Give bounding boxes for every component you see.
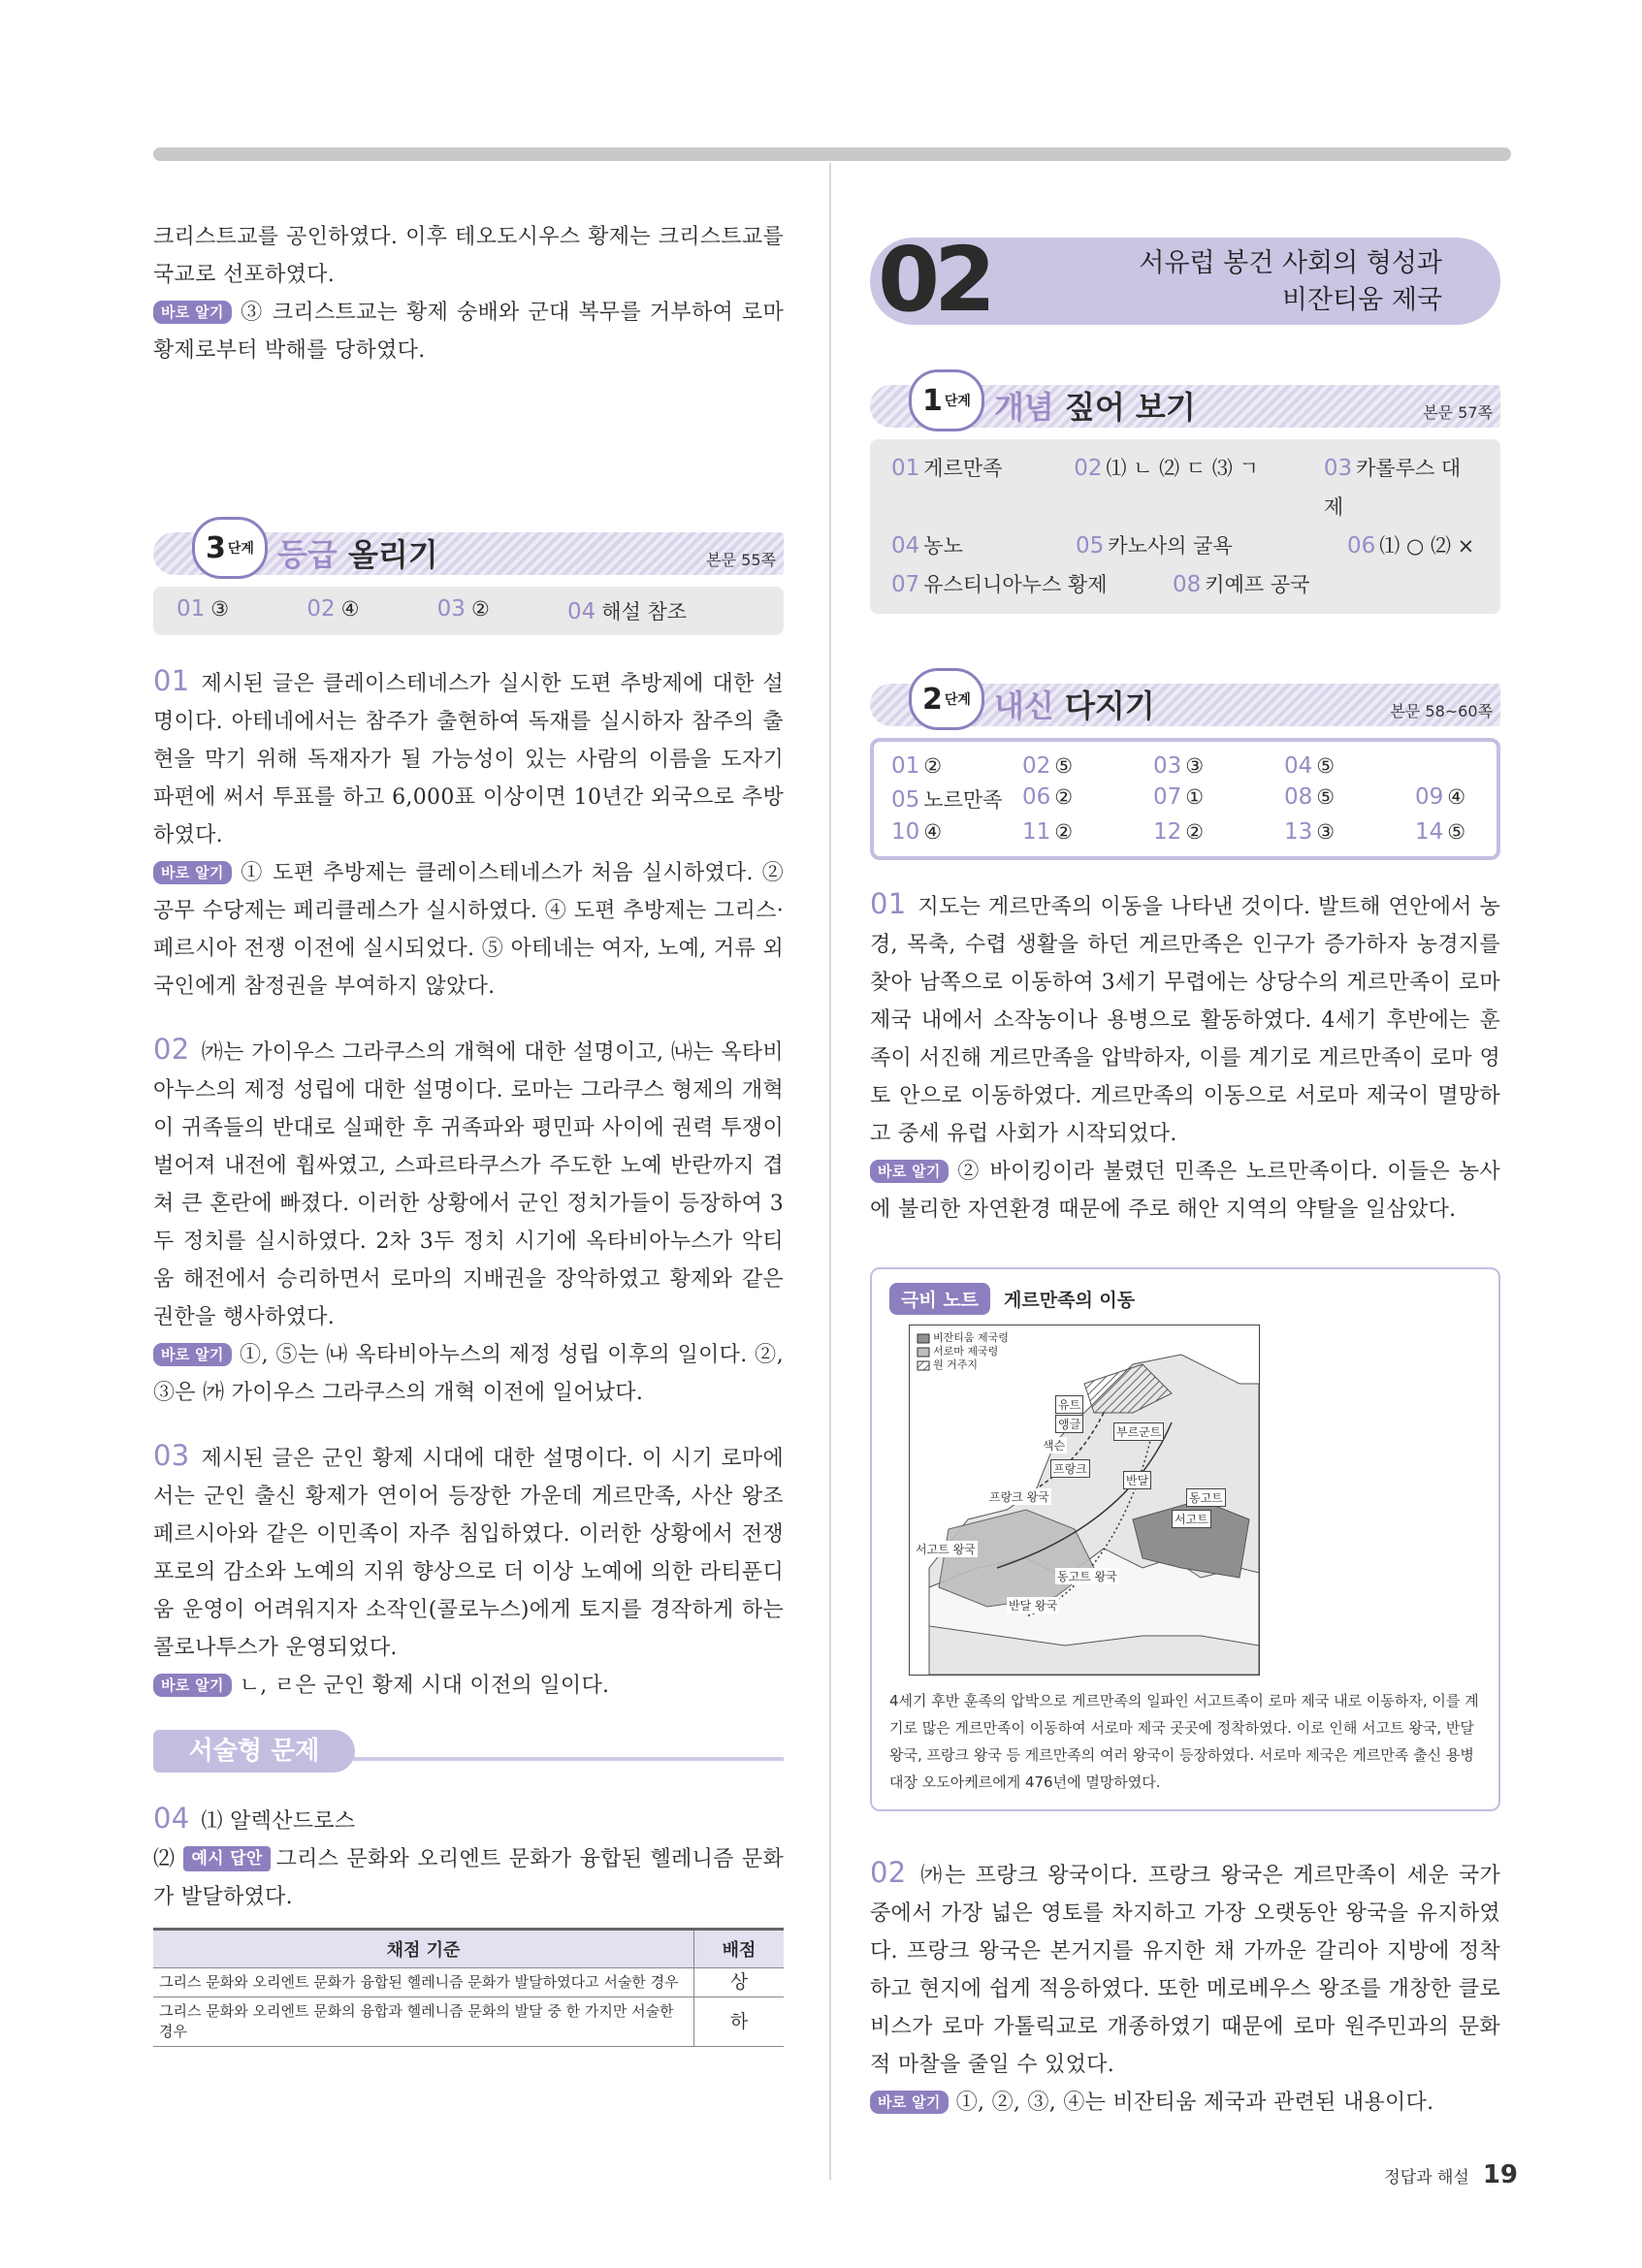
answer-item: 01 ② bbox=[891, 753, 943, 779]
legend-item: 원 거주지 bbox=[933, 1358, 979, 1371]
right-column bbox=[870, 228, 1500, 2122]
germanic-migration-map bbox=[909, 1325, 1260, 1676]
step3-header bbox=[153, 511, 784, 581]
table-row: 그리스 문화와 오리엔트 문화의 융합과 헬레니즘 문화의 발달 중 한 가지만 서술한 경우 하 bbox=[153, 1997, 784, 2047]
answer-item: 13 ③ bbox=[1284, 819, 1336, 845]
step2-answers bbox=[870, 738, 1500, 860]
top-divider-bar bbox=[153, 147, 1511, 161]
r-explanation-01: 01 지도는 게르만족의 이동을 나타낸 것이다. 발트해 연안에서 농경, 목축, 수렵 생활을 하던 게르만족은 인구가 증가하자 농경지를 찾아 남쪽으로 이동하여 3세기 무렵에는 상당수의 게르만족이 로마 제국 내에서 소작농이나 용병으로 활동하였다. 4세기 후반에는 훈족이 서진해 게르만족을 압박하자, 이를 계기로 게르만족이 로마 영토 안으로 이동하였다. 게르만족의 이동으로 서로마 제국이 멸망하고 중세 유럽 사회가 시작되었다. 바로 알기 ② 바이킹이라 불렸던 민족은 노르만족이다. 이들은 농사에 불리한 자연환경 때문에 주로 해안 지역의 약탈을 일삼았다. bbox=[870, 887, 1500, 1222]
map-label: 반달 왕국 bbox=[1009, 1599, 1058, 1613]
answer-item: 04 해설 참조 bbox=[566, 599, 688, 624]
step2-header: 2 단계 내신 다지기 본문 58~60쪽 bbox=[870, 662, 1500, 732]
explanation-04: 04 ⑴ 알렉산드로스 ⑵ 예시 답안 그리스 문화와 오리엔트 문화가 융합된 헬레니즘 문화가 발달하였다. 채점 기준 배점 그리스 문화와 오리엔트 문화가 융합된 헬레니즘 문화가 발달하였다고 서술한 경우 상 그리스 문화와 오리엔트 문화의 융합과 헬레니즘 문화의 발달 중 한 가지만 서술한 경우 하 bbox=[153, 1800, 784, 2047]
explanation-01: 01 제시된 글은 클레이스테네스가 실시한 도편 추방제에 대한 설명이다. 아테네에서는 참주가 출현하여 독재를 실시하자 참주의 출현을 막기 위해 독재자가 될 가능성이 있는 사람의 이름을 도자기 파편에 써서 투표를 하고 6,000표 이상이면 10년간 외국으로 추방하였다. 바로 알기 ① 도편 추방제는 클레이스테네스가 처음 실시하였다. ② 공무 수당제는 페리클레스가 실시하였다. ④ 도편 추방제는 그리스·페르시아 전쟁 이전에 실시되었다. ⑤ 아테네는 여자, 노예, 거류 외국인에게 참정권을 부여하지 않았다. bbox=[153, 664, 784, 999]
unit-header bbox=[870, 228, 1500, 332]
page-number: 19 bbox=[1482, 2160, 1518, 2189]
baro-tag: 바로 알기 bbox=[153, 301, 232, 324]
concept-answers: 01 게르만족 02 ⑴ ㄴ ⑵ ㄷ ⑶ ㄱ 03 카롤루스 대제 04 농노 05 카노사의 굴욕 06 ⑴ ○ ⑵ × 07 유스티니아누스 황제 08 키예프 공국 bbox=[870, 439, 1500, 614]
map-label: 서고트 bbox=[1172, 1510, 1211, 1528]
answer-item: 10 ④ bbox=[891, 819, 943, 845]
explanation-02: 02 ㈎는 가이우스 그라쿠스의 개혁에 대한 설명이고, ㈏는 옥타비아누스의 제정 성립에 대한 설명이다. 로마는 그라쿠스 형제의 개혁이 귀족들의 반대로 실패한 후 귀족파와 평민파 사이에 권력 투쟁이 벌어져 내전에 휩싸였고, 스파르타쿠스가 주도한 노예 반란까지 겹쳐 큰 혼란에 빠졌다. 이러한 상황에서 군인 정치가들이 등장하여 3두 정치를 실시하였다. 2차 3두 정치 시기에 옥타비아누스가 악티움 해전에서 승리하면서 로마의 지배권을 장악하였고 황제와 같은 권한을 행사하였다. 바로 알기 ①, ⑤는 ㈏ 옥타비아누스의 제정 성립 이후의 일이다. ②, ③은 ㈎ 가이우스 그라쿠스의 개혁 이전에 일어났다. bbox=[153, 1033, 784, 1405]
answer-item: 02 ④ bbox=[306, 596, 360, 622]
answer-item: 12 ② bbox=[1153, 819, 1205, 845]
column-divider bbox=[829, 163, 831, 2180]
intro-text: 크리스트교를 공인하였다. 이후 테오도시우스 황제는 크리스트교를 국교로 선포하였다. bbox=[153, 225, 784, 287]
map-label: 색슨 bbox=[1043, 1439, 1066, 1453]
answer-item: 04 ⑤ bbox=[1284, 753, 1336, 779]
unit-number: 02 bbox=[878, 228, 991, 332]
step3-page-ref: 본문 55쪽 bbox=[706, 551, 776, 569]
note-title: 게르만족의 이동 bbox=[1004, 1290, 1136, 1311]
map-label: 프랑크 bbox=[1050, 1459, 1090, 1478]
scoring-table: 채점 기준 배점 그리스 문화와 오리엔트 문화가 융합된 헬레니즘 문화가 발달하였다고 서술한 경우 상 그리스 문화와 오리엔트 문화의 융합과 헬레니즘 문화의 발달 중 한 가지만 서술한 경우 하 bbox=[153, 1928, 784, 2047]
answer-item: 07 ① bbox=[1153, 784, 1205, 810]
step3-badge: 3 단계 bbox=[192, 517, 268, 579]
intro-baro-text: ③ 크리스트교는 황제 숭배와 군대 복무를 거부하여 로마 황제로부터 박해를 당하였다. bbox=[153, 301, 784, 363]
answer-item: 06 ② bbox=[1022, 784, 1074, 810]
map-label: 동고트 bbox=[1186, 1488, 1226, 1507]
answer-item: 01 ③ bbox=[177, 596, 230, 622]
legend-item: 비잔티움 제국령 bbox=[933, 1331, 1009, 1344]
step1-header: 1 단계 개념 짚어 보기 본문 57쪽 bbox=[870, 364, 1500, 433]
r-explanation-02: 02 ㈎는 프랑크 왕국이다. 프랑크 왕국은 게르만족이 세운 국가 중에서 가장 넓은 영토를 차지하고 가장 오랫동안 왕국을 유지하였다. 프랑크 왕국은 본거지를 유지한 채 가까운 갈리아 지방에 정착하고 현지에 쉽게 적응하였다. 또한 메로베우스 왕조를 개창한 클로비스가 로마 가톨릭교로 개종하였기 때문에 로마 원주민과의 문화적 마찰을 줄일 수 있었다. 바로 알기 ①, ②, ③, ④는 비잔티움 제국과 관련된 내용이다. bbox=[870, 1856, 1500, 2115]
map-label: 앵글 bbox=[1055, 1415, 1083, 1433]
map-label: 서고트 왕국 bbox=[916, 1543, 976, 1556]
answer-item bbox=[1415, 753, 1546, 779]
answer-item: 14 ⑤ bbox=[1415, 819, 1466, 845]
map-note bbox=[870, 1267, 1500, 1811]
map-label: 프랑크 왕국 bbox=[989, 1490, 1049, 1504]
explanation-03: 03 제시된 글은 군인 황제 시대에 대한 설명이다. 이 시기 로마에서는 군인 출신 황제가 연이어 등장한 가운데 게르만족, 사산 왕조 페르시아와 같은 이민족이 자주 침입하였다. 이러한 상황에서 전쟁 포로의 감소와 노예의 지위 향상으로 더 이상 노예에 의한 라티푼디움 운영이 어려워지자 소작인(콜로누스)에게 토지를 경작하게 하는 콜로나투스가 운영되었다. 바로 알기 ㄴ, ㄹ은 군인 황제 시대 이전의 일이다. bbox=[153, 1439, 784, 1698]
answer-item: 05 노르만족 bbox=[891, 787, 1003, 813]
map-caption: 4세기 후반 훈족의 압박으로 게르만족의 일파인 서고트족이 로마 제국 내로 이동하자, 이를 계기로 많은 게르만족이 이동하여 서로마 제국 곳곳에 정착하였다. 이로 인해 서고트 왕국, 반달 왕국, 프랑크 왕국 등 게르만족의 여러 왕국이 등장하였다. 서로마 제국은 게르만족 출신 용병 대장 오도아케르에게 476년에 멸망하였다. bbox=[889, 1692, 1479, 1791]
step3-answers bbox=[153, 587, 784, 635]
note-tag: 극비 노트 bbox=[889, 1283, 990, 1315]
answer-item: 02 ⑤ bbox=[1022, 753, 1074, 779]
page-footer: 정답과 해설 19 bbox=[1384, 2160, 1518, 2189]
table-row: 그리스 문화와 오리엔트 문화가 융합된 헬레니즘 문화가 발달하였다고 서술한 경우 상 bbox=[153, 1968, 784, 1997]
step3-title: 등급 올리기 bbox=[277, 536, 438, 573]
essay-header: 서술형 문제 bbox=[153, 1730, 784, 1773]
answer-item: 03 ② bbox=[436, 596, 490, 622]
answer-item: 08 ⑤ bbox=[1284, 784, 1336, 810]
map-label: 동고트 왕국 bbox=[1057, 1570, 1117, 1583]
intro-block bbox=[153, 218, 784, 369]
unit-title: 서유럽 봉건 사회의 형성과 비잔티움 제국 bbox=[1139, 248, 1442, 315]
map-label: 부르군트 bbox=[1113, 1422, 1164, 1441]
answer-item: 03 ③ bbox=[1153, 753, 1205, 779]
map-label: 반달 bbox=[1123, 1471, 1151, 1489]
answer-item: 09 ④ bbox=[1415, 784, 1466, 810]
map-label: 유트 bbox=[1055, 1395, 1083, 1414]
legend-item: 서로마 제국령 bbox=[933, 1345, 999, 1358]
answer-item: 11 ② bbox=[1022, 819, 1074, 845]
left-column bbox=[153, 218, 784, 2047]
